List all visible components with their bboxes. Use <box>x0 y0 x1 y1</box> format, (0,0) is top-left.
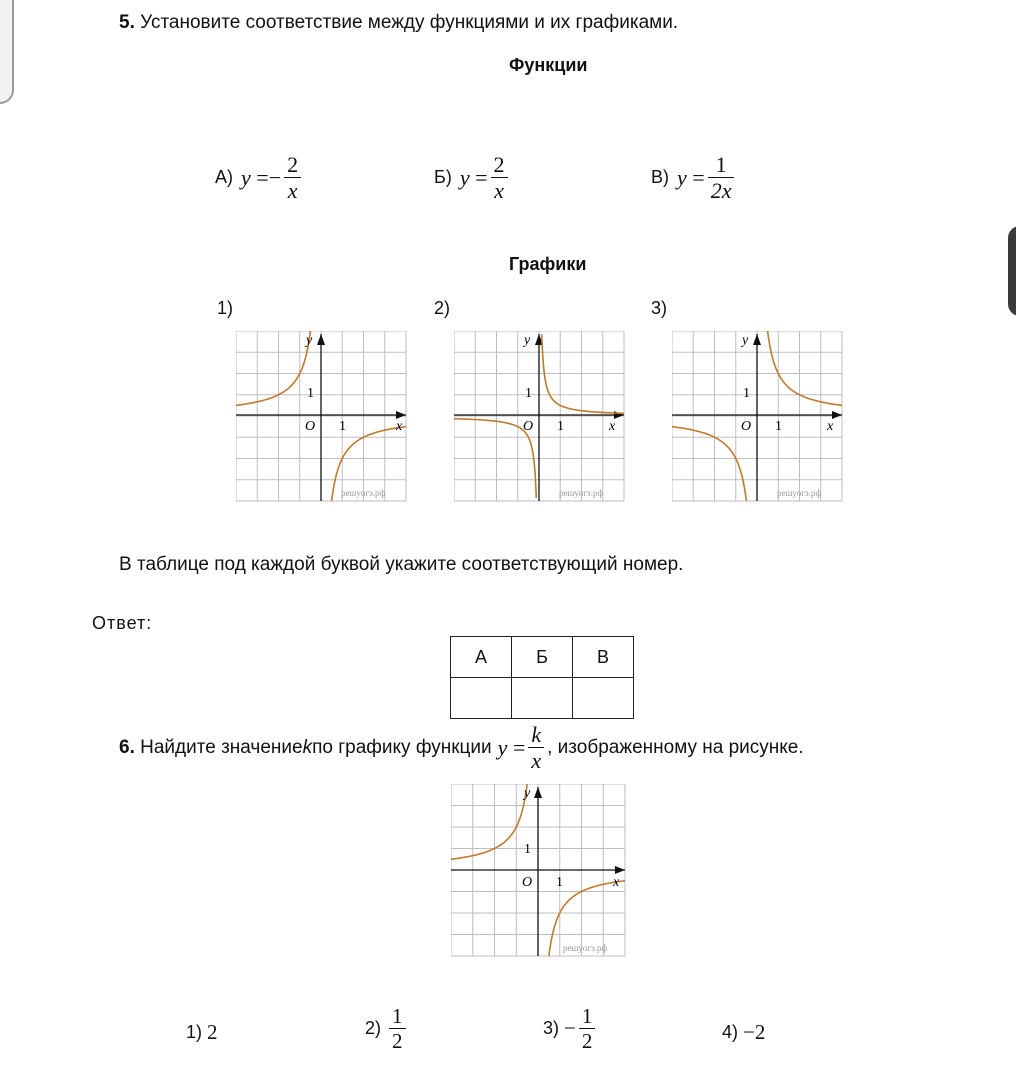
function-b-num: 2 <box>493 152 505 177</box>
function-c-fraction <box>708 152 735 204</box>
option-4-label: 4) <box>722 1022 739 1042</box>
option-3-fraction <box>579 1004 596 1053</box>
function-a-label: А) <box>215 167 233 188</box>
function-c <box>651 152 737 204</box>
task6-k: k <box>302 736 313 758</box>
option-1[interactable] <box>186 1020 218 1045</box>
functions-heading: Функции <box>509 55 588 75</box>
option-3-den: 2 <box>579 1028 596 1053</box>
function-a-sign: − <box>268 164 282 190</box>
origin-label: O <box>523 419 534 434</box>
y-axis-label: y <box>306 333 313 348</box>
option-2-label: 2) <box>365 1018 382 1039</box>
task5-statement <box>119 12 678 34</box>
y-axis-label: y <box>524 786 531 801</box>
y-one-label: 1 <box>307 386 314 401</box>
origin-label: O <box>741 419 752 434</box>
task6-statement <box>119 722 804 774</box>
x-one-label: 1 <box>339 419 346 434</box>
graph-task6 <box>451 784 627 958</box>
function-c-label: В) <box>651 167 669 188</box>
graph-3 <box>672 331 844 503</box>
function-a <box>215 152 304 204</box>
watermark: решуогэ.рф <box>559 488 604 498</box>
task6-eq: = <box>512 734 526 760</box>
option-1-value: 2 <box>207 1020 218 1044</box>
answer-label: Ответ: <box>92 613 153 633</box>
answer-header-b: Б <box>512 637 573 678</box>
x-one-label: 1 <box>556 875 563 890</box>
task5-number: 5. <box>119 12 135 33</box>
task6-lhs: y <box>497 734 508 760</box>
option-2-num: 1 <box>392 1004 403 1028</box>
task6-text-before: Найдите значение <box>140 736 303 758</box>
graph-2 <box>454 331 626 503</box>
option-3-label: 3) <box>543 1018 560 1039</box>
answer-header-a: А <box>451 637 512 678</box>
right-scroll-handle[interactable] <box>1008 226 1016 316</box>
x-axis-label: x <box>609 419 616 434</box>
task5-instruction: В таблице под каждой буквой укажите соответствующий номер. <box>119 554 684 575</box>
option-2-fraction <box>389 1004 406 1053</box>
answer-cell-c[interactable] <box>573 678 634 719</box>
function-b-den: x <box>491 177 508 203</box>
option-4-sign: − <box>743 1020 755 1044</box>
watermark: решуогэ.рф <box>563 943 608 953</box>
function-b-label: Б) <box>434 167 452 188</box>
task6-text-mid: по графику функции <box>312 736 492 758</box>
option-3-num: 1 <box>581 1004 593 1028</box>
graph-1-label: 1) <box>217 298 234 318</box>
task6-number: 6. <box>119 736 135 758</box>
function-c-eq: = <box>692 164 705 190</box>
y-one-label: 1 <box>743 386 750 401</box>
function-a-lhs: y <box>241 164 251 190</box>
y-one-label: 1 <box>524 842 531 857</box>
answer-cell-b[interactable] <box>512 678 573 719</box>
task6-num: k <box>531 722 542 747</box>
watermark: решуогэ.рф <box>777 488 822 498</box>
function-b-lhs: y <box>459 164 470 190</box>
task6-den: x <box>528 747 544 773</box>
option-3[interactable] <box>543 1004 598 1053</box>
answer-header-c: В <box>573 637 634 678</box>
graph-2-label: 2) <box>434 298 451 318</box>
x-axis-label: x <box>827 419 834 434</box>
task6-fraction <box>528 722 544 774</box>
answer-table <box>450 636 634 719</box>
function-a-num: 2 <box>287 152 299 177</box>
function-c-num: 1 <box>715 152 727 177</box>
answer-cell-a[interactable] <box>451 678 512 719</box>
function-c-den: 2x <box>708 177 735 203</box>
x-one-label: 1 <box>775 419 782 434</box>
graphs-heading: Графики <box>509 254 587 274</box>
origin-label: O <box>522 875 533 890</box>
function-b-eq: = <box>475 164 488 190</box>
option-4-value: 2 <box>754 1020 766 1044</box>
graph-1 <box>236 331 408 503</box>
function-b <box>434 152 511 204</box>
y-axis-label: y <box>742 333 749 348</box>
origin-label: O <box>305 419 316 434</box>
y-axis-label: y <box>524 333 531 348</box>
option-1-label: 1) <box>186 1022 203 1042</box>
y-one-label: 1 <box>525 386 532 401</box>
option-4[interactable] <box>722 1020 765 1045</box>
function-b-fraction <box>491 152 508 204</box>
task5-text: Установите соответствие между функциями и их графиками. <box>140 12 679 33</box>
watermark: решуогэ.рф <box>341 488 386 498</box>
option-2[interactable] <box>365 1004 409 1053</box>
function-a-eq: = <box>256 164 269 190</box>
left-panel-edge <box>0 0 14 104</box>
option-3-sign: − <box>564 1016 576 1041</box>
option-2-den: 2 <box>389 1028 406 1053</box>
task6-text-after: , изображенному на рисунке. <box>547 736 804 758</box>
x-one-label: 1 <box>557 419 564 434</box>
x-axis-label: x <box>396 419 403 434</box>
graph-3-label: 3) <box>651 298 668 318</box>
function-a-fraction <box>284 152 301 204</box>
x-axis-label: x <box>613 875 620 890</box>
function-c-lhs: y <box>677 164 687 190</box>
function-a-den: x <box>284 177 301 203</box>
